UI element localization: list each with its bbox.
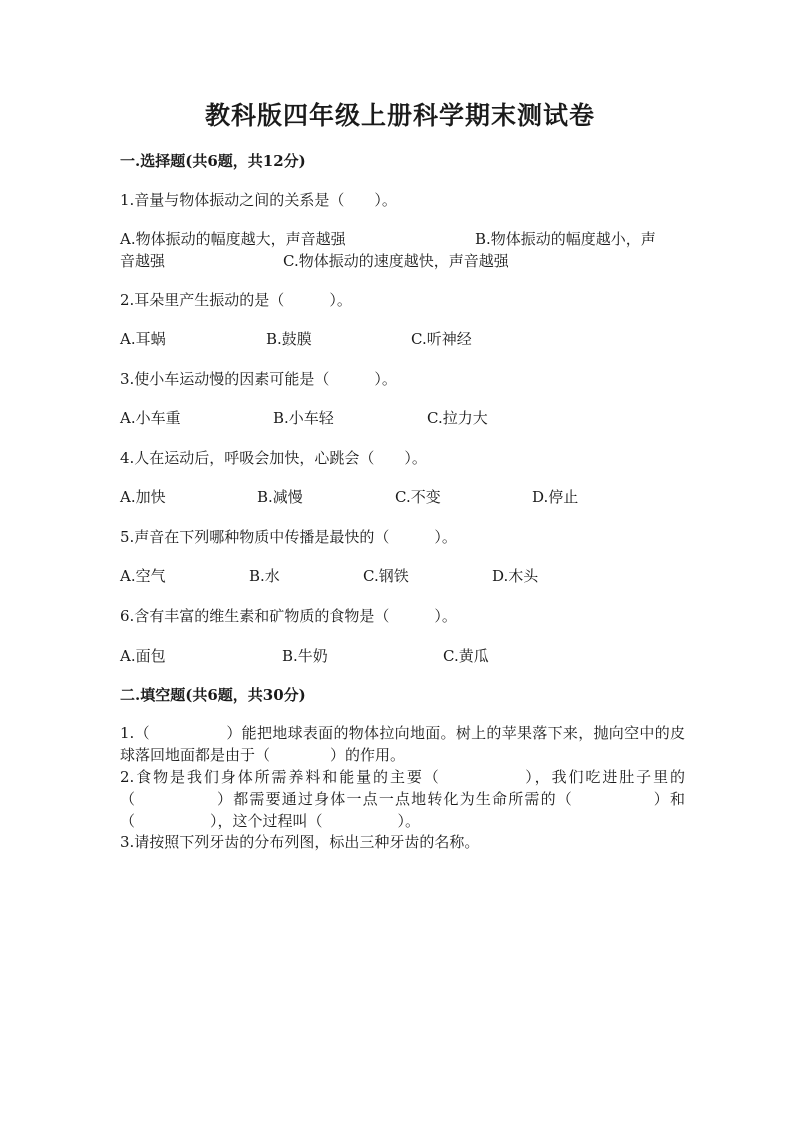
question-4-option-a: A.加快: [120, 488, 166, 506]
question-4-option-c: C.不变: [395, 488, 441, 506]
question-2-option-a: A.耳蜗: [120, 330, 166, 348]
question-3-stem: 3.使小车运动慢的因素可能是（ ）。: [120, 370, 397, 388]
question-4-option-b: B.减慢: [257, 488, 303, 506]
fill-question-2: 2.食物是我们身体所需养料和能量的主要（ ），我们吃进肚子里的（ ）都需要通过身体一点一点地转化为生命所需的（ ）和（ ），这个过程叫（ ）。: [120, 768, 685, 830]
question-2-stem: 2.耳朵里产生振动的是（ ）。: [120, 291, 352, 309]
question-5-stem: 5.声音在下列哪种物质中传播是最快的（ ）。: [120, 528, 457, 546]
question-3-option-c: C.拉力大: [427, 409, 488, 427]
question-5-option-c: C.钢铁: [363, 567, 409, 585]
question-4-stem: 4.人在运动后，呼吸会加快，心跳会（ ）。: [120, 449, 427, 467]
question-1-option-b: B.物体振动的幅度越小，声: [475, 230, 656, 248]
question-5-option-d: D.木头: [492, 567, 539, 585]
question-2-option-b: B.鼓膜: [266, 330, 312, 348]
question-6-option-a: A.面包: [120, 647, 166, 665]
question-6-stem: 6.含有丰富的维生素和矿物质的食物是（ ）。: [120, 607, 457, 625]
question-5-option-a: A.空气: [120, 567, 166, 585]
page-title: 教科版四年级上册科学期末测试卷: [204, 101, 595, 130]
question-5-option-b: B.水: [249, 567, 280, 585]
question-1-option-b-cont: 音越强: [120, 252, 166, 270]
question-1-option-a: A.物体振动的幅度越大，声音越强: [120, 230, 346, 248]
fill-question-3: 3.请按照下列牙齿的分布列图，标出三种牙齿的名称。: [120, 833, 480, 851]
section2-heading: 二.填空题(共6题，共30分): [120, 686, 306, 704]
question-6-option-c: C.黄瓜: [443, 647, 489, 665]
question-4-option-d: D.停止: [532, 488, 579, 506]
question-1-option-c: C.物体振动的速度越快，声音越强: [283, 252, 509, 270]
question-3-option-a: A.小车重: [120, 409, 181, 427]
question-2-option-c: C.听神经: [411, 330, 472, 348]
question-1-stem: 1.音量与物体振动之间的关系是（ ）。: [120, 191, 397, 209]
question-6-option-b: B.牛奶: [282, 647, 328, 665]
fill-question-1: 1.（ ）能把地球表面的物体拉向地面。树上的苹果落下来，抛向空中的皮球落回地面都是由于（ ）的作用。: [120, 724, 685, 764]
section1-heading: 一.选择题(共6题，共12分): [120, 152, 306, 170]
question-3-option-b: B.小车轻: [273, 409, 334, 427]
